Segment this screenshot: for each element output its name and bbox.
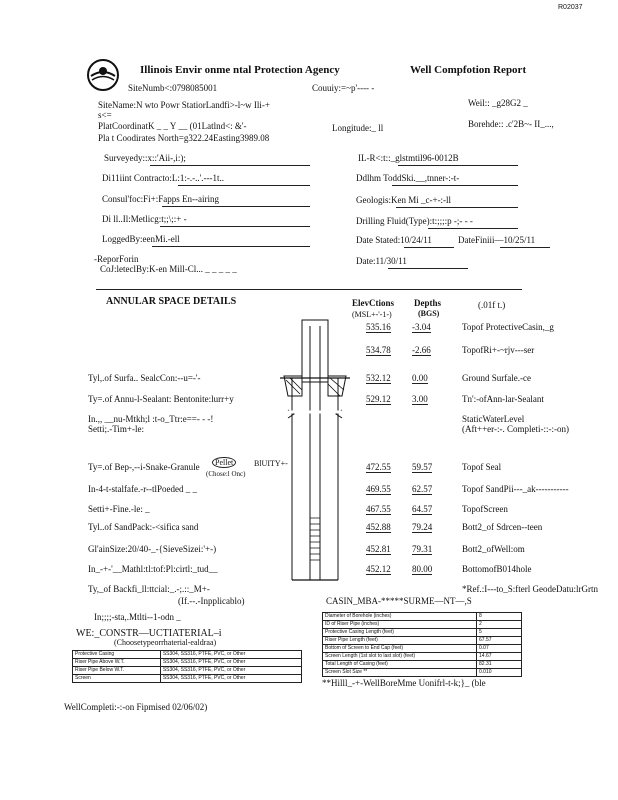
plat-coordinates: Pla t Coodirates North=g322.24Easting3989.08: [98, 133, 270, 143]
site-number: SiteNumb<:0798085001: [128, 83, 218, 93]
site-name-cont: s<=: [98, 110, 112, 120]
well-number: Weil:: _g28G2 _: [468, 98, 528, 108]
annular-description: Topof ProtectiveCasin,_g: [462, 322, 554, 332]
elevation-value: 534.78: [366, 345, 391, 355]
construction-options: SS304, SS316, PTFE, PVC, or Other: [160, 667, 301, 675]
casing-title: CASIN_MBA-*****SURME—NT—,S: [326, 596, 472, 606]
construction-row: [73, 659, 302, 667]
casing-label: Screen Slot Size **: [323, 669, 477, 677]
depth-value: -3.04: [412, 322, 431, 332]
annular-description: StaticWaterLevel: [462, 414, 525, 424]
borehole: Borehde:: .c'2B~- II_...,: [468, 119, 554, 129]
annular-label: Setti+-Fine.-le: _: [88, 504, 150, 514]
construction-row: [73, 651, 302, 659]
annular-label: Ty=.of Bep-,--i-Snake-Granule: [88, 462, 200, 472]
annular-label: In.,, __nu-Mtkh;l :t-o_Ttr:e==- - -!: [88, 414, 214, 424]
annular-description: Topof Seal: [462, 462, 502, 472]
annular-description: Bott2_ofWell:om: [462, 544, 525, 554]
annular-label: Ty,_of Backfi_ll:ttcial:_.-;.::_M+-: [88, 584, 210, 594]
report-title: Well Compfotion Report: [410, 64, 527, 76]
construction-options: SS304, SS316, PTFE, PVC, or Other: [160, 659, 301, 667]
casing-value: 0.07: [477, 645, 522, 653]
casing-label: Screen Length (1st slot to last slot) (feet): [323, 653, 477, 661]
construction-title: WE:_CONSTR—UCTIATERIAL–i: [76, 628, 222, 639]
casing-value: 5: [477, 629, 522, 637]
construction-label: Screen: [73, 675, 161, 683]
county: Couuiy:=~p'---- -: [312, 83, 375, 93]
construction-label: Riser Pipe Above W.T.: [73, 659, 161, 667]
drilling-fluid: Drilling Fluid(Type):t:;;;:p -;- - -: [356, 216, 473, 226]
elevation-value: 452.81: [366, 544, 391, 554]
casing-value: 2: [477, 621, 522, 629]
construction-label: Protective Casing: [73, 651, 161, 659]
annular-title: ANNULAR SPACE DETAILS: [106, 296, 237, 307]
annular-description: (Aft++er-:-. Completi-::-:-on): [462, 424, 569, 434]
pellet-option: Pellet: [212, 458, 236, 467]
casing-value: 0.010: [477, 669, 522, 677]
depth-value: 79.31: [412, 544, 433, 554]
consultant: Consul'foc:Fi+:Fapps En--airing: [102, 194, 219, 204]
casing-value: 67.57: [477, 637, 522, 645]
elevation-value: 452.88: [366, 522, 391, 532]
elevations-header: ElevCtions: [352, 298, 395, 308]
geologist: Geologis:Ken Mi _c-+-:-ll: [356, 195, 452, 205]
depth-value: 79.24: [412, 522, 433, 532]
casing-value: 14.67: [477, 653, 522, 661]
driller: Ddlhm ToddSki.__,tnner-:-t-: [356, 173, 460, 183]
units-header: (.01f t.): [478, 300, 506, 310]
casing-label: Diameter of Borehole (inches): [323, 613, 477, 621]
casing-label: ID of Riser Pipe (inches): [323, 621, 477, 629]
construction-table: [72, 650, 302, 683]
plat-coordinate: PlatCoordinatK _ _ Y __ (01Latlnd<: &'-: [98, 121, 247, 131]
depths-sub: (BGS): [418, 309, 440, 318]
annular-description: BottomofB014hole: [462, 564, 532, 574]
depths-header: Depths: [414, 298, 442, 308]
casing-label: Protective Casing Length (feet): [323, 629, 477, 637]
annular-description: Tn':-ofAnn-lar-Sealant: [462, 394, 544, 404]
logged-by: LoggedBy:eenMi.-ell: [102, 234, 180, 244]
depth-value: -2.66: [412, 345, 431, 355]
casing-footnote: **Hilll_-+-WellBoreMme Uonifrl-t-k;}_ (ble: [322, 678, 486, 688]
agency-name: Illinois Envir onme ntal Protection Agency: [140, 64, 340, 76]
annular-label: Tyl,.of Surfa.. SealcCon:--u=-'-: [88, 373, 201, 383]
depth-value: 0.00: [412, 373, 428, 383]
well-diagram: [280, 318, 350, 588]
bentonite-slurry-option: BlUITY+-: [254, 459, 288, 468]
annular-label: In_-+-'__Mathl:tl:tof:Pl:cirtl:_tud__: [88, 564, 218, 574]
annular-description: Bott2_of Sdrcen--teen: [462, 522, 543, 532]
page-id: R02037: [558, 4, 583, 11]
depth-value: 64.57: [412, 504, 433, 514]
casing-row: [323, 637, 522, 645]
chosen-one-note: (Chose:l Onc): [206, 470, 246, 478]
casing-value: 82.31: [477, 661, 522, 669]
date-finished: DateFiniii—10/25/11: [458, 235, 536, 245]
elevation-value: 467.55: [366, 504, 391, 514]
elevation-value: 535.16: [366, 322, 391, 332]
casing-row: [323, 645, 522, 653]
depth-value: 3.00: [412, 394, 428, 404]
annular-label: Gl'ainSize:20/40-_-{SieveSizei:'+-): [88, 544, 217, 554]
drilling-contractor: Di11iint Contracto:L:1:-.-..'.---1t..: [102, 173, 225, 183]
casing-row: [323, 621, 522, 629]
depth-value: 59.57: [412, 462, 433, 472]
casing-label: Total Length of Casing (feet): [323, 661, 477, 669]
casing-table: [322, 612, 522, 677]
elevation-value: 532.12: [366, 373, 391, 383]
annular-description: Ground Surfale.-ce: [462, 373, 531, 383]
casing-label: Bottom of Screen to End Cap (feet): [323, 645, 477, 653]
elevation-value: 529.12: [366, 394, 391, 404]
casing-row: [323, 629, 522, 637]
annular-description: *Ref.:I---to_S:fterl GeodeDatu:lrGrtn: [462, 584, 598, 594]
construction-row: [73, 667, 302, 675]
depth-value: 62.57: [412, 484, 433, 494]
if-applicable: (If.--.-Inpplicablo): [178, 596, 245, 606]
iepa-logo: [86, 58, 120, 92]
casing-row: [323, 613, 522, 621]
annular-label: Ty=.of Annu-l-Sealant: Bentonite:lurr+y: [88, 394, 234, 404]
longitude: Longitude:_ ll: [332, 123, 384, 133]
casing-value: 8: [477, 613, 522, 621]
date: Date:11/30/11: [356, 256, 407, 266]
annular-label: Tyl..of SandPack:-<sifica sand: [88, 522, 199, 532]
elevation-value: 472.55: [366, 462, 391, 472]
installation-method: In;;;;-sta,.Mtlti--1-odn _: [94, 612, 181, 622]
depth-value: 80.00: [412, 564, 433, 574]
elevations-sub: (MSL+-'-1-): [352, 310, 392, 319]
annular-description: Topof SandPii---_ak-----------: [462, 484, 569, 494]
annular-label: In-4-t-stalfafe.-r--tlPoeded _ _: [88, 484, 198, 494]
elevation-value: 452.12: [366, 564, 391, 574]
construction-options: SS304, SS316, PTFE, PVC, or Other: [160, 675, 301, 683]
annular-description: TopofRi+-~rjv---ser: [462, 345, 535, 355]
annular-label: Setti;.-Tim+-le:: [88, 424, 144, 434]
casing-row: [323, 653, 522, 661]
section-divider: [96, 289, 522, 290]
surveyed-by: Surveyedy::x::'Aii-,i:);: [104, 153, 186, 163]
construction-subtitle: (Choosetypeorrhaterial-ealdraa): [114, 638, 217, 647]
casing-row: [323, 661, 522, 669]
casing-row: [323, 669, 522, 677]
il-registration: IL-R<:t::_glstmtil96-0012B: [358, 153, 459, 163]
completion-footer: WellCompleti:-:-on Fipmised 02/06/02): [64, 702, 208, 712]
completed-by: CoJ:leteclBy:K-en Mill-Cl... _ _ _ _ _: [100, 264, 237, 274]
annular-description: TopofScreen: [462, 504, 508, 514]
casing-label: Riser Pipe Length (feet): [323, 637, 477, 645]
construction-row: [73, 675, 302, 683]
construction-label: Riser Pipe Below W.T.: [73, 667, 161, 675]
construction-options: SS304, SS316, PTFE, PVC, or Other: [160, 651, 301, 659]
elevation-value: 469.55: [366, 484, 391, 494]
report-form: -ReporForin: [94, 254, 139, 264]
date-started: Date Stated:10/24/11: [356, 235, 432, 245]
site-name: SiteName:N wto Powr StatiorLandfi>-l~w Ili-+: [98, 100, 270, 110]
drilling-method: Di ll..Il:Metlicg:t;;\;:+ -: [102, 214, 187, 224]
